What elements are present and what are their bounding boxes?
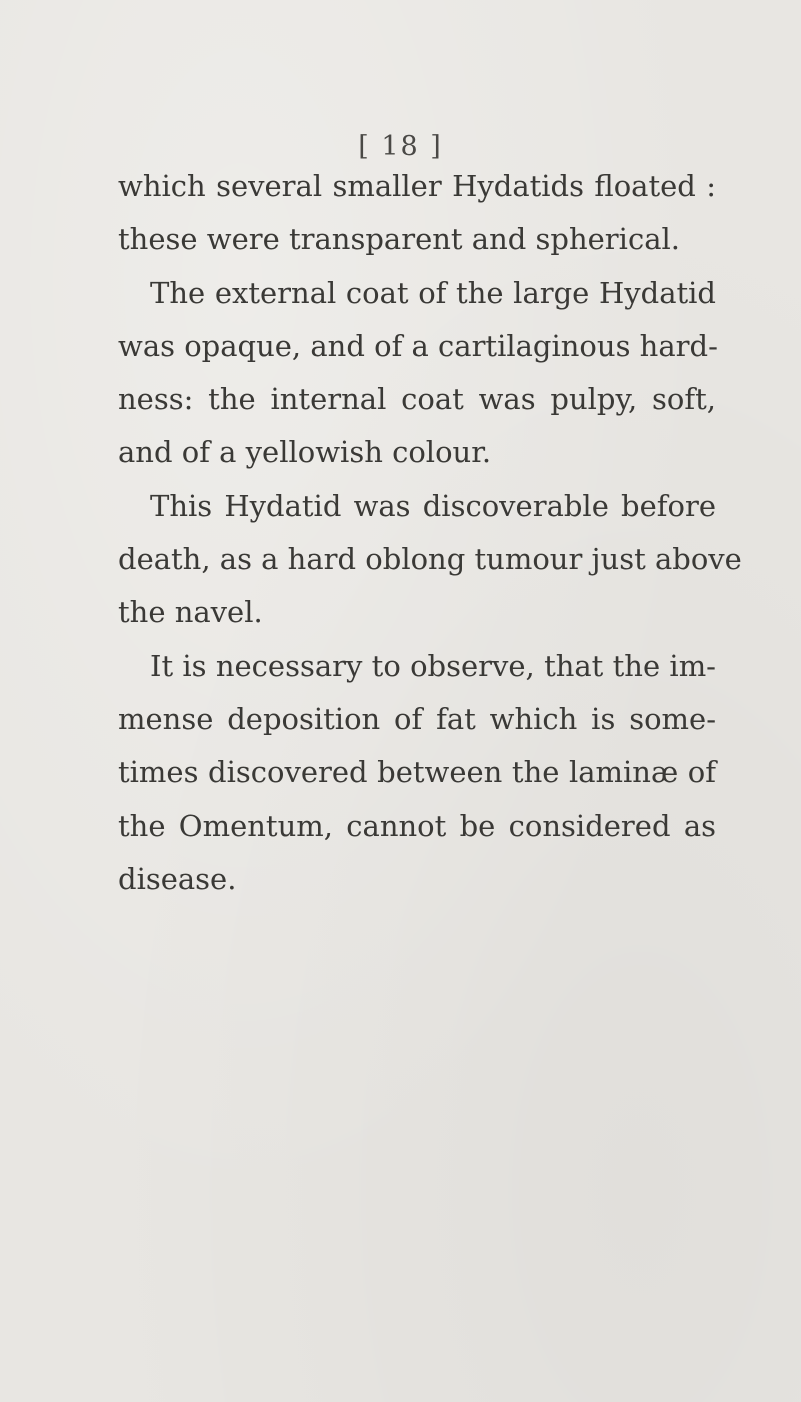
text-line: It is necessary to observe, that the im- [150, 648, 716, 683]
text-line: The external coat of the large Hydatid [150, 275, 716, 310]
text-line: This Hydatid was discoverable before [150, 488, 716, 523]
text-line: the navel. [118, 595, 263, 630]
text-line: ness: the internal coat was pulpy, soft, [118, 382, 716, 417]
page-number: [ 18 ] [358, 131, 443, 162]
text-line: death, as a hard oblong tumour just above [118, 542, 742, 577]
body-text [118, 160, 742, 906]
text-line: and of a yellowish colour. [118, 435, 492, 470]
text-line: these were transparent and spherical. [118, 222, 680, 257]
text-line: was opaque, and of a cartilaginous hard- [118, 328, 718, 363]
text-line: disease. [118, 861, 237, 896]
text-line: mense deposition of fat which is some- [118, 701, 716, 736]
text-line: the Omentum, cannot be considered as [118, 808, 716, 843]
text-line: times discovered between the laminæ of [118, 755, 716, 790]
text-line: which several smaller Hydatids floated : [118, 169, 716, 203]
